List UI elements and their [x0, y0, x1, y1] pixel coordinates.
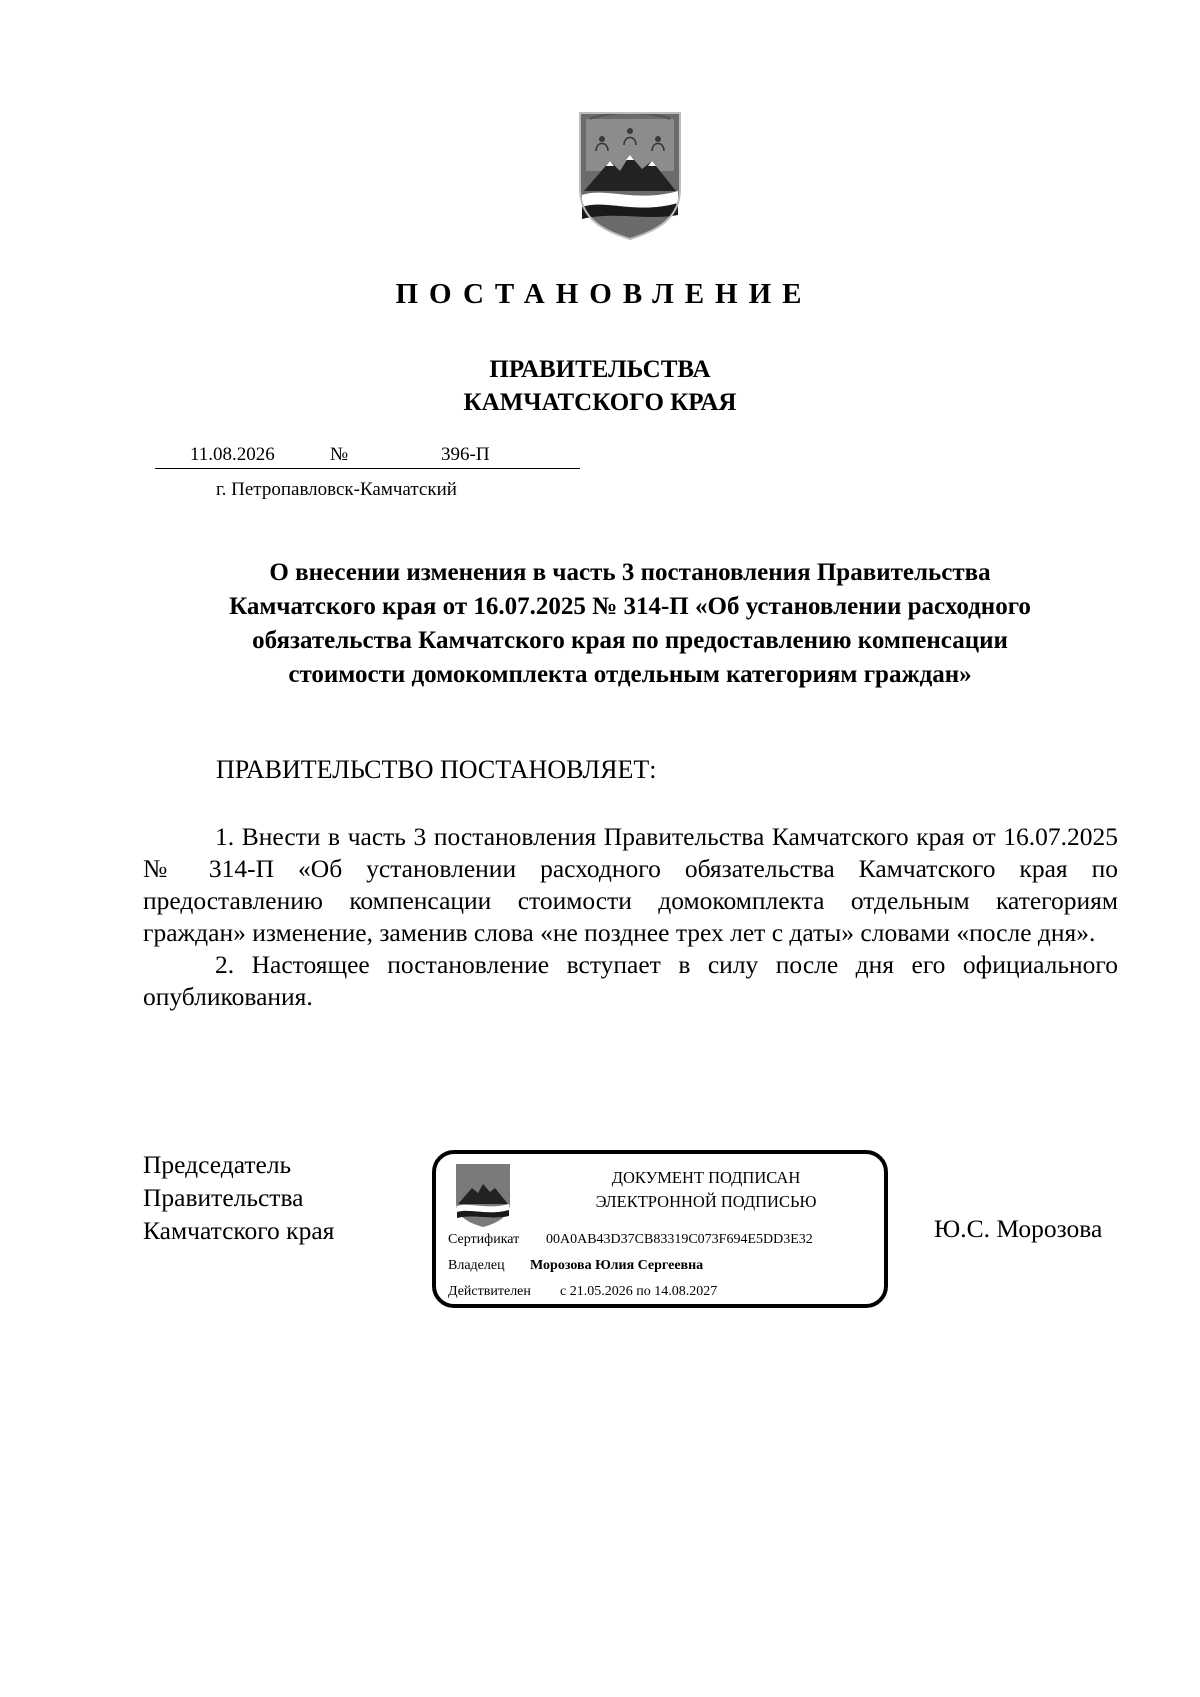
document-type-title: ПОСТАНОВЛЕНИЕ — [395, 278, 813, 310]
date-number-underline — [155, 468, 580, 469]
owner-label: Владелец — [448, 1258, 505, 1273]
stamp-owner-row — [448, 1258, 703, 1274]
subject-line: стоимости домокомплекта отдельным категориям граждан» — [288, 661, 972, 688]
stamp-validity-row — [448, 1284, 717, 1300]
certificate-label: Сертификат — [448, 1232, 520, 1247]
issuer-line-1: ПРАВИТЕЛЬСТВА — [489, 356, 711, 383]
signatory-name: Ю.С. Морозова — [934, 1214, 1103, 1243]
document-date: 11.08.2026 — [190, 444, 275, 465]
document-number: 396-П — [441, 444, 490, 465]
owner-value: Морозова Юлия Сергеевна — [530, 1258, 704, 1273]
stamp-certificate-row — [448, 1232, 813, 1248]
resolves-heading: ПРАВИТЕЛЬСТВО ПОСТАНОВЛЯЕТ: — [216, 755, 657, 784]
valid-from-prefix: с — [560, 1284, 567, 1299]
number-sign: № — [330, 444, 349, 465]
subject-line: обязательства Камчатского края по предоставлению компенсации — [252, 627, 1008, 654]
electronic-signature-stamp — [432, 1150, 888, 1308]
issuer-line-2: КАМЧАТСКОГО КРАЯ — [463, 389, 737, 416]
valid-to-date: 14.08.2027 — [654, 1284, 718, 1299]
signatory-title-line: Камчатского края — [143, 1216, 335, 1245]
document-city: г. Петропавловск-Камчатский — [216, 479, 457, 500]
stamp-heading-line-1: ДОКУМЕНТ ПОДПИСАН — [611, 1168, 801, 1187]
stamp-heading-line-2: ЭЛЕКТРОННОЙ ПОДПИСЬЮ — [595, 1192, 817, 1211]
valid-from-date: 21.05.2026 — [569, 1284, 633, 1299]
valid-to-prefix: по — [636, 1284, 651, 1299]
signatory-title-line: Председатель — [143, 1150, 292, 1179]
body-item-2: 2. Настоящее постановление вступает в силу после дня его официального опубликования. — [143, 950, 1118, 1011]
signatory-title-line: Правительства — [143, 1183, 304, 1212]
certificate-value: 00A0AB43D37CB83319C073F694E5DD3E32 — [546, 1232, 813, 1247]
signatory-title — [143, 1148, 334, 1247]
validity-label: Действителен — [448, 1284, 531, 1299]
subject-line: Камчатского края от 16.07.2025 № 314-П «Об установлении расходного — [229, 593, 1031, 620]
coat-of-arms-emblem — [576, 111, 684, 241]
document-body — [143, 821, 1118, 1013]
stamp-emblem-icon — [454, 1162, 512, 1228]
body-item-1: 1. Внести в часть 3 постановления Правительства Камчатского края от 16.07.2025 № 314-П «Об установлении расходного обязательства Камчатского края по предоставлению компенсации стоимости домокомплекта отдельным категориям граждан» изменение, заменив слова «не позднее трех лет с даты» словами «после дня». — [143, 822, 1118, 947]
document-subject — [150, 556, 1110, 692]
subject-line: О внесении изменения в часть 3 постановления Правительства — [269, 559, 991, 586]
